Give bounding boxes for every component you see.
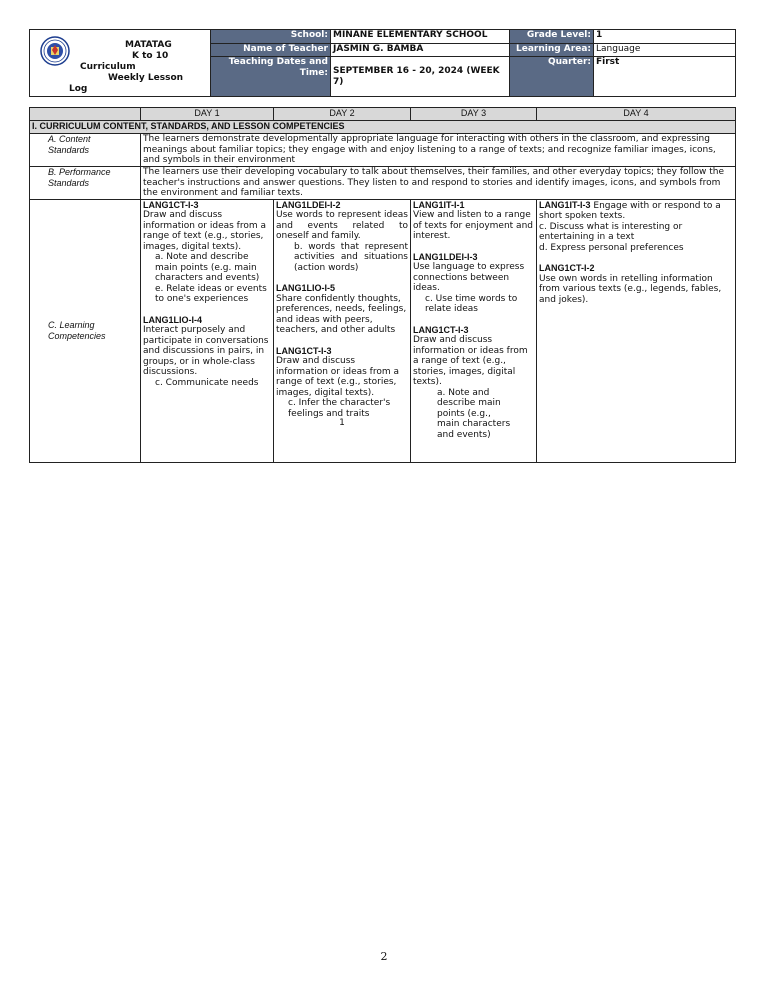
day2-text-3: Draw and discuss information or ideas from a range of text (e.g., stories, images, digital texts).	[276, 356, 400, 398]
corner-header	[30, 108, 141, 121]
day3-code-1: LANG1IT-I-1	[413, 199, 465, 210]
performance-standards-text: The learners use their developing vocabulary to talk about themselves, their families, and other everyday topics; they follow the teacher's instructions and answer questions. They listen to and respond to stories and identify images, icons, and symbols from the environment and familiar texts.	[141, 167, 736, 200]
day1-item-c: c. Communicate needs	[155, 377, 259, 388]
learning-competencies-label: C. Learning Competencies	[30, 199, 141, 462]
day2-code-1: LANG1LDEI-I-2	[276, 199, 341, 210]
title-line-2: K to 10	[132, 51, 169, 61]
day4-competencies	[537, 199, 736, 462]
day2-competencies	[274, 199, 411, 462]
teacher-value: JASMIN G. BAMBA	[331, 44, 510, 57]
school-value: MINANE ELEMENTARY SCHOOL	[331, 30, 510, 44]
title-line-3: Curriculum	[80, 62, 136, 72]
day3-text-1: View and listen to a range of texts for enjoyment and interest.	[413, 210, 533, 241]
day4-code-2: LANG1CT-I-2	[539, 263, 595, 273]
day3-code-2: LANG1LDEI-I-3	[413, 251, 478, 262]
day2-item-b: b. words that represent activities and situations (action words)	[294, 241, 408, 273]
performance-standards-label: B. Performance Standards	[30, 167, 141, 200]
day4-text-1: Engage with or respond to a short spoken texts.	[539, 200, 721, 221]
day4-item-d: d. Express personal preferences	[539, 242, 684, 253]
day3-item-c: c. Use time words to relate ideas	[425, 293, 518, 314]
day2-code-2: LANG1LIO-I-5	[276, 283, 336, 293]
doc-title	[69, 40, 210, 95]
school-label: School:	[211, 30, 331, 44]
day1-code-2: LANG1LIO-I-4	[143, 314, 203, 325]
day2-item-c: c. Infer the character's feelings and traits	[288, 398, 391, 419]
day4-text-2: Use own words in retelling information from various texts (e.g., legends, fables, and jokes).	[539, 273, 722, 305]
teacher-label: Name of Teacher	[211, 44, 331, 57]
logo-title-cell	[30, 30, 211, 97]
content-standards-label: A. Content Standards	[30, 134, 141, 167]
day3-competencies	[411, 199, 537, 462]
day2-page-marker: 1	[339, 418, 345, 428]
column-header-day2: DAY 2	[274, 108, 411, 121]
day1-text-2: Interact purposely and participate in conversations and discussions in pairs, in groups, or in whole-class discussions.	[143, 325, 269, 377]
day3-text-3: Draw and discuss information or ideas from a range of text (e.g., stories, images, digital texts).	[413, 335, 528, 387]
day4-item-c: c. Discuss what is interesting or entertaining in a text	[539, 221, 683, 242]
column-header-day3: DAY 3	[411, 108, 537, 121]
quarter-label: Quarter:	[510, 57, 594, 97]
day1-text-1: Draw and discuss information or ideas from a range of text (e.g., stories, images, digital texts).	[143, 210, 267, 252]
day2-code-3: LANG1CT-I-3	[276, 345, 332, 356]
section-title: I. CURRICULUM CONTENT, STANDARDS, AND LESSON COMPETENCIES	[30, 121, 736, 134]
day1-item-e: e. Relate ideas or events to one's experiences	[155, 283, 267, 304]
day1-competencies	[141, 199, 274, 462]
area-value: Language	[594, 44, 736, 57]
dates-label: Teaching Dates and Time:	[211, 57, 331, 97]
day1-item-a: a. Note and describe main points (e.g. main characters and events)	[155, 252, 260, 283]
header-table	[29, 29, 736, 97]
day4-block-1	[539, 200, 733, 222]
day2-text-1: Use words to represent ideas and events related to oneself and family.	[276, 210, 408, 241]
grade-value: 1	[594, 30, 736, 44]
day2-text-2: Share confidently thoughts, preferences, needs, feelings, and ideas with peers, teachers, and other adults	[276, 293, 407, 335]
grade-label: Grade Level:	[510, 30, 594, 44]
title-line-5: Log	[69, 84, 88, 94]
page-number: 2	[380, 950, 388, 963]
deped-seal-icon	[40, 36, 70, 66]
day4-code-1: LANG1IT-I-3	[539, 199, 591, 210]
column-header-day4: DAY 4	[537, 108, 736, 121]
day3-item-a: a. Note and describe main points (e.g., main characters and events)	[437, 387, 511, 440]
day3-text-2: Use language to express connections between ideas.	[413, 262, 525, 293]
content-standards-text: The learners demonstrate developmentally appropriate language for interacting with others in the classroom, and expressing meanings about familiar topics; they engage with and enjoy listening to a range of texts; and recognize familiar images, icons, and symbols in their environment	[141, 134, 736, 167]
weekly-log-table	[29, 107, 736, 463]
title-line-4: Weekly Lesson	[108, 73, 184, 83]
day3-code-3: LANG1CT-I-3	[413, 324, 469, 335]
dates-value: SEPTEMBER 16 - 20, 2024 (WEEK 7)	[331, 57, 510, 97]
area-label: Learning Area:	[510, 44, 594, 57]
column-header-day1: DAY 1	[141, 108, 274, 121]
day1-code-1: LANG1CT-I-3	[143, 199, 199, 210]
title-line-1: MATATAG	[125, 40, 172, 50]
quarter-value: First	[594, 57, 736, 97]
